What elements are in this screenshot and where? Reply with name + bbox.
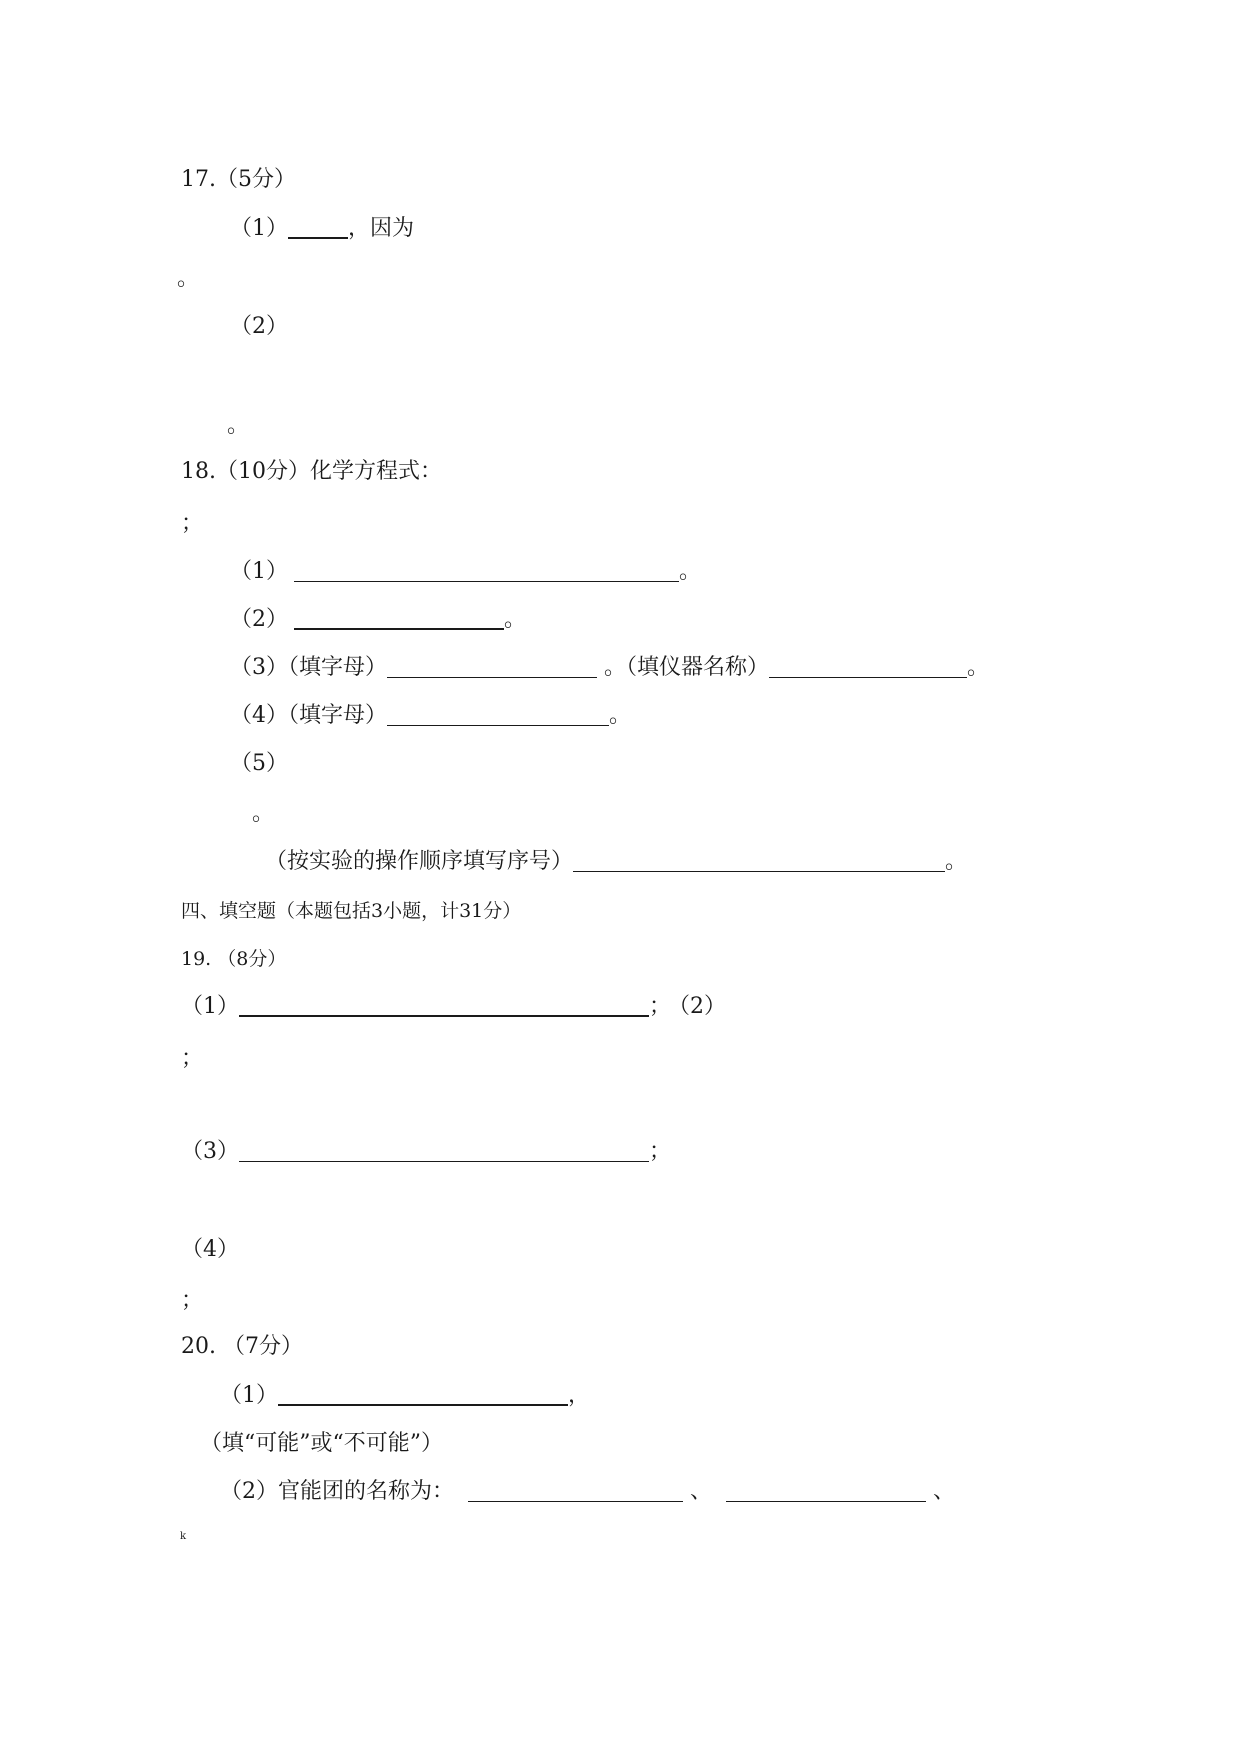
q18-p2-label: （2） xyxy=(230,607,288,632)
q20-part1 xyxy=(220,1382,590,1410)
q18-p1-label: （1） xyxy=(230,559,288,584)
q20-p1-label: （1） xyxy=(220,1383,278,1408)
q20-p2-sep1: 、 xyxy=(683,1479,712,1504)
q18-p3-mid: 。（填仪器名称） xyxy=(597,655,769,680)
q17-p2-label: （2） xyxy=(230,314,288,339)
q18-p2-blank[interactable] xyxy=(294,608,504,630)
q18-order-blank[interactable] xyxy=(573,851,945,872)
q18-order xyxy=(265,848,967,876)
q20-p2-label: （2）官能团的名称为： xyxy=(220,1479,454,1504)
q19-p2-label: （2） xyxy=(679,994,727,1019)
q19-p4-label: （4） xyxy=(181,1237,239,1262)
q18-part2 xyxy=(230,606,526,634)
q19-p1-label: （1） xyxy=(181,994,239,1019)
q18-p1-end: 。 xyxy=(679,559,702,584)
q18-p4-blank[interactable] xyxy=(387,705,609,726)
q18-part3 xyxy=(230,654,989,682)
q17-p1-after: ，因为 xyxy=(348,216,415,241)
q19-header: 19. （8分） xyxy=(181,948,287,970)
q17-end-mark: 。 xyxy=(177,266,200,291)
q19-p1-blank[interactable] xyxy=(239,995,649,1017)
q18-p4-end: 。 xyxy=(609,703,632,728)
q18-part1 xyxy=(230,558,701,586)
q18-order-label: （按实验的操作顺序填写序号） xyxy=(265,849,574,874)
q19-part3 xyxy=(181,1138,671,1166)
q17-p2-end: 。 xyxy=(227,413,250,438)
q20-p1-blank[interactable] xyxy=(278,1384,568,1406)
q20-p1-end: ， xyxy=(568,1383,591,1408)
q18-p2-end: 。 xyxy=(504,607,527,632)
q18-p1-blank[interactable] xyxy=(294,561,679,582)
q18-p3-blank2[interactable] xyxy=(769,657,967,678)
q18-p3-end: 。 xyxy=(967,655,990,680)
q18-semicolon: ； xyxy=(181,511,204,536)
q17-header: 17.（5分） xyxy=(181,167,296,192)
q20-header: 20. （7分） xyxy=(181,1334,303,1359)
q18-p3-label: （3）（填字母） xyxy=(230,655,387,680)
q18-p5-label: （5） xyxy=(230,751,288,776)
q18-header: 18.（10分）化学方程式： xyxy=(181,459,442,484)
q18-p5-end: 。 xyxy=(252,801,275,826)
q19-p3-label: （3） xyxy=(181,1139,239,1164)
q19-p3-end: ； xyxy=(649,1139,672,1164)
q20-note: （填“可能”或“不可能”） xyxy=(200,1431,443,1456)
q18-part4 xyxy=(230,702,631,730)
stray-mark: k xyxy=(180,1531,187,1542)
q20-p2-blank1[interactable] xyxy=(468,1481,683,1502)
q20-p2-blank2[interactable] xyxy=(726,1481,926,1502)
q18-p3-blank1[interactable] xyxy=(387,657,597,678)
q19-p3-blank[interactable] xyxy=(239,1141,649,1162)
q19-semicolon-2: ； xyxy=(181,1288,204,1313)
q19-part1 xyxy=(181,993,726,1021)
q20-p2-sep2: 、 xyxy=(926,1479,955,1504)
q20-part2 xyxy=(220,1478,955,1506)
q19-semicolon-1: ； xyxy=(181,1046,204,1071)
q18-order-end: 。 xyxy=(945,849,968,874)
q17-part1 xyxy=(230,215,414,243)
q19-p1-sep: ； xyxy=(649,994,672,1019)
q18-p4-label: （4）（填字母） xyxy=(230,703,387,728)
section4-title: 四、填空题（本题包括3小题，计31分） xyxy=(181,900,522,922)
q17-p1-blank[interactable] xyxy=(288,217,348,239)
q17-p1-label: （1） xyxy=(230,216,288,241)
